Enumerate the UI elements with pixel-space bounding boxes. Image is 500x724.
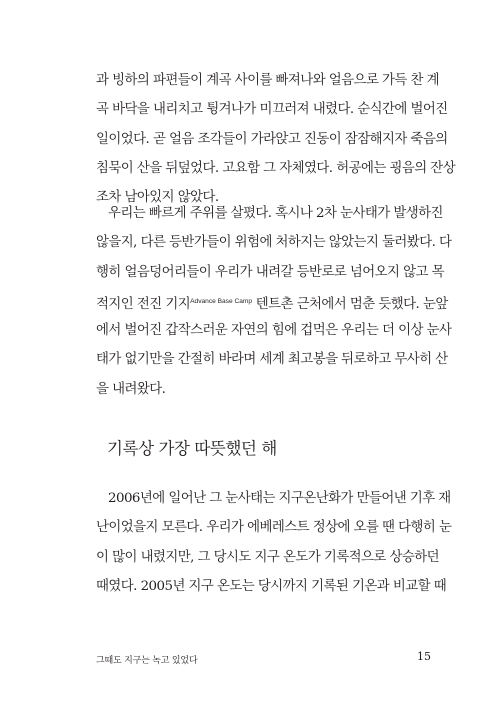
text-line: 행히 얼음덩어리들이 우리가 내려갈 등반로로 넘어오지 않고 목 [96, 264, 444, 280]
text-line: 침묵이 산을 뒤덮었다. 고요함 그 자체였다. 허공에는 굉음의 잔상 [96, 160, 456, 176]
text-line: 우리는 빠르게 주위를 살폈다. 혹시나 2차 눈사태가 발생하진 [108, 206, 443, 221]
text-line: 과 빙하의 파편들이 계곡 사이를 빠져나와 얼음으로 가득 찬 계 [96, 73, 439, 88]
text-line: 을 내려왔다. [96, 381, 166, 397]
text-line: 때였다. 2005년 지구 온도는 당시까지 기록된 기온과 비교할 때 [96, 578, 447, 594]
text-line-with-annotation [96, 287, 448, 316]
text-line: 에서 벌어진 갑작스러운 자연의 힘에 겁먹은 우리는 더 이상 눈사 [96, 323, 452, 339]
superscript-annotation: Advance Base Camp [190, 297, 253, 305]
text-line: 2006년에 일어난 그 눈사태는 지구온난화가 만들어낸 기후 재 [108, 491, 451, 506]
page-number: 15 [417, 650, 431, 663]
body-paragraph [96, 199, 452, 404]
body-paragraph [96, 484, 452, 601]
text-line: 않을지, 다른 등반가들이 위험에 처하지는 않았는지 둘러봤다. 다 [96, 235, 452, 251]
text-line: 일이었다. 곧 얼음 조각들이 가라앉고 진동이 잠잠해지자 죽음의 [96, 131, 448, 147]
body-paragraph [96, 66, 456, 212]
text-line: 조차 남아있지 않았다. [96, 190, 219, 206]
running-footer-title: 그때도 지구는 녹고 있었다 [96, 656, 198, 666]
line-segment: 적지인 전진 기지 [96, 296, 191, 312]
text-line: 난이었을지 모른다. 우리가 에베레스트 정상에 오를 땐 다행히 눈 [96, 520, 452, 536]
section-heading: 기록상 가장 따뜻했던 해 [107, 439, 277, 458]
text-line: 이 많이 내렸지만, 그 당시도 지구 온도가 기록적으로 상승하던 [96, 549, 439, 565]
text-line: 태가 없기만을 간절히 바라며 세계 최고봉을 뒤로하고 무사히 산 [96, 352, 448, 368]
text-line: 곡 바닥을 내리치고 튕겨나가 미끄러져 내렸다. 순식간에 벌어진 [96, 102, 448, 118]
line-segment: 텐트촌 근처에서 멈춘 듯했다. 눈앞 [252, 296, 448, 312]
